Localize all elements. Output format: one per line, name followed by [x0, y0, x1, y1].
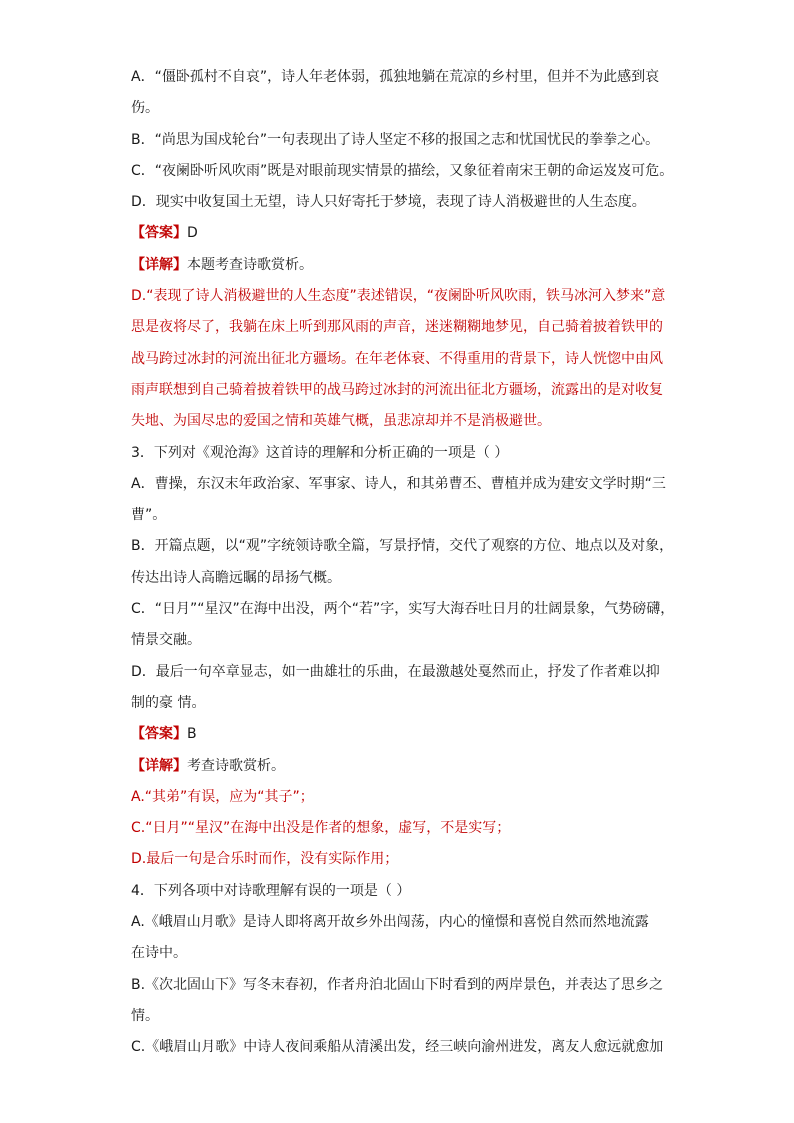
q2-detail-line: 雨声联想到自己骑着披着铁甲的战马跨过冰封的河流出征北方疆场，流露出的是对收复 — [131, 381, 663, 398]
q3-option-a-line2: 曹”。 — [131, 507, 167, 524]
q3-option-c-line1: C．“日月”“星汉”在海中出没，两个“若”字，实写大海吞吐日月的壮阔景象，气势磅礴， — [131, 601, 675, 618]
detail-tag: 【详解】 — [131, 256, 187, 273]
detail-intro: 本题考查诗歌赏析。 — [187, 256, 313, 273]
q4-option-b-line2: 情。 — [131, 1007, 159, 1024]
q2-detail-header — [131, 250, 667, 281]
q4-option-a-line1: A.《峨眉山月歌》是诗人即将离开故乡外出闯荡，内心的憧憬和喜悦自然而然地流露 — [131, 914, 649, 931]
q4-option-c-line1: C.《峨眉山月歌》中诗人夜间乘船从清溪出发，经三峡向渝州进发，离友人愈远就愈加 — [131, 1039, 664, 1056]
q2-detail-line: 战马跨过冰封的河流出征北方疆场。在年老体衰、不得重用的背景下，诗人恍惚中由风 — [131, 350, 663, 367]
q4-stem: 4．下列各项中对诗歌理解有误的一项是（ ） — [131, 882, 411, 899]
answer-value: D — [187, 225, 198, 242]
q3-detail-line: D.最后一句是合乐时而作，没有实际作用； — [131, 851, 399, 868]
q3-option-a-line1: A．曹操，东汉末年政治家、军事家、诗人，和其弟曹丕、曹植并成为建安文学时期“三 — [131, 475, 666, 492]
q2-option-a-line2: 伤。 — [131, 100, 159, 117]
q3-option-b-line1: B．开篇点题，以“观”字统领诗歌全篇，写景抒情，交代了观察的方位、地点以及对象， — [131, 538, 674, 555]
q2-option-d: D．现实中收复国土无望，诗人只好寄托于梦境，表现了诗人消极避世的人生态度。 — [131, 194, 646, 211]
q2-detail-line: 思是夜将尽了，我躺在床上听到那风雨的声音，迷迷糊糊地梦见，自己骑着披着铁甲的 — [131, 319, 663, 336]
q2-answer — [131, 218, 667, 249]
q3-option-b-line2: 传达出诗人高瞻远瞩的昂扬气概。 — [131, 569, 341, 586]
detail-intro: 考查诗歌赏析。 — [187, 757, 285, 774]
q3-option-d-line2: 制的豪 情。 — [131, 694, 206, 711]
answer-tag: 【答案】 — [131, 225, 187, 242]
q3-detail-line: A.“其弟”有误，应为“其子”； — [131, 788, 314, 805]
q3-answer — [131, 719, 667, 750]
detail-tag: 【详解】 — [131, 757, 187, 774]
q4-option-a-line2: 在诗中。 — [131, 945, 187, 962]
q3-detail-header — [131, 751, 667, 782]
q2-option-a-line1: A．“僵卧孤村不自哀”，诗人年老体弱，孤独地躺在荒凉的乡村里，但并不为此感到哀 — [131, 69, 660, 85]
q2-option-b: B．“尚思为国戍轮台”一句表现出了诗人坚定不移的报国之志和忧国忧民的拳拳之心。 — [131, 131, 660, 148]
q3-detail-line: C.“日月”“星汉”在海中出没是作者的想象，虚写，不是实写； — [131, 820, 511, 837]
q2-detail-line: 失地、为国尽忠的爱国之情和英雄气概，虽悲凉却并不是消极避世。 — [131, 413, 551, 430]
q3-option-c-line2: 情景交融。 — [131, 632, 201, 649]
q2-detail-line: D.“表现了诗人消极避世的人生态度”表述错误，“夜阑卧听风吹雨，铁马冰河入梦来”意 — [131, 288, 666, 305]
answer-tag: 【答案】 — [131, 726, 187, 743]
q2-option-c: C．“夜阑卧听风吹雨”既是对眼前现实情景的描绘，又象征着南宋王朝的命运岌岌可危。 — [131, 162, 674, 179]
q4-option-b-line1: B.《次北固山下》写冬末春初，作者舟泊北固山下时看到的两岸景色，并表达了思乡之 — [131, 976, 664, 993]
q3-stem: 3．下列对《观沧海》这首诗的理解和分析正确的一项是（ ） — [131, 444, 509, 461]
answer-value: B — [187, 726, 197, 743]
q3-option-d-line1: D．最后一句卒章显志，如一曲雄壮的乐曲，在最激越处戛然而止，抒发了作者难以抑 — [131, 663, 660, 680]
page-content — [131, 62, 675, 1064]
